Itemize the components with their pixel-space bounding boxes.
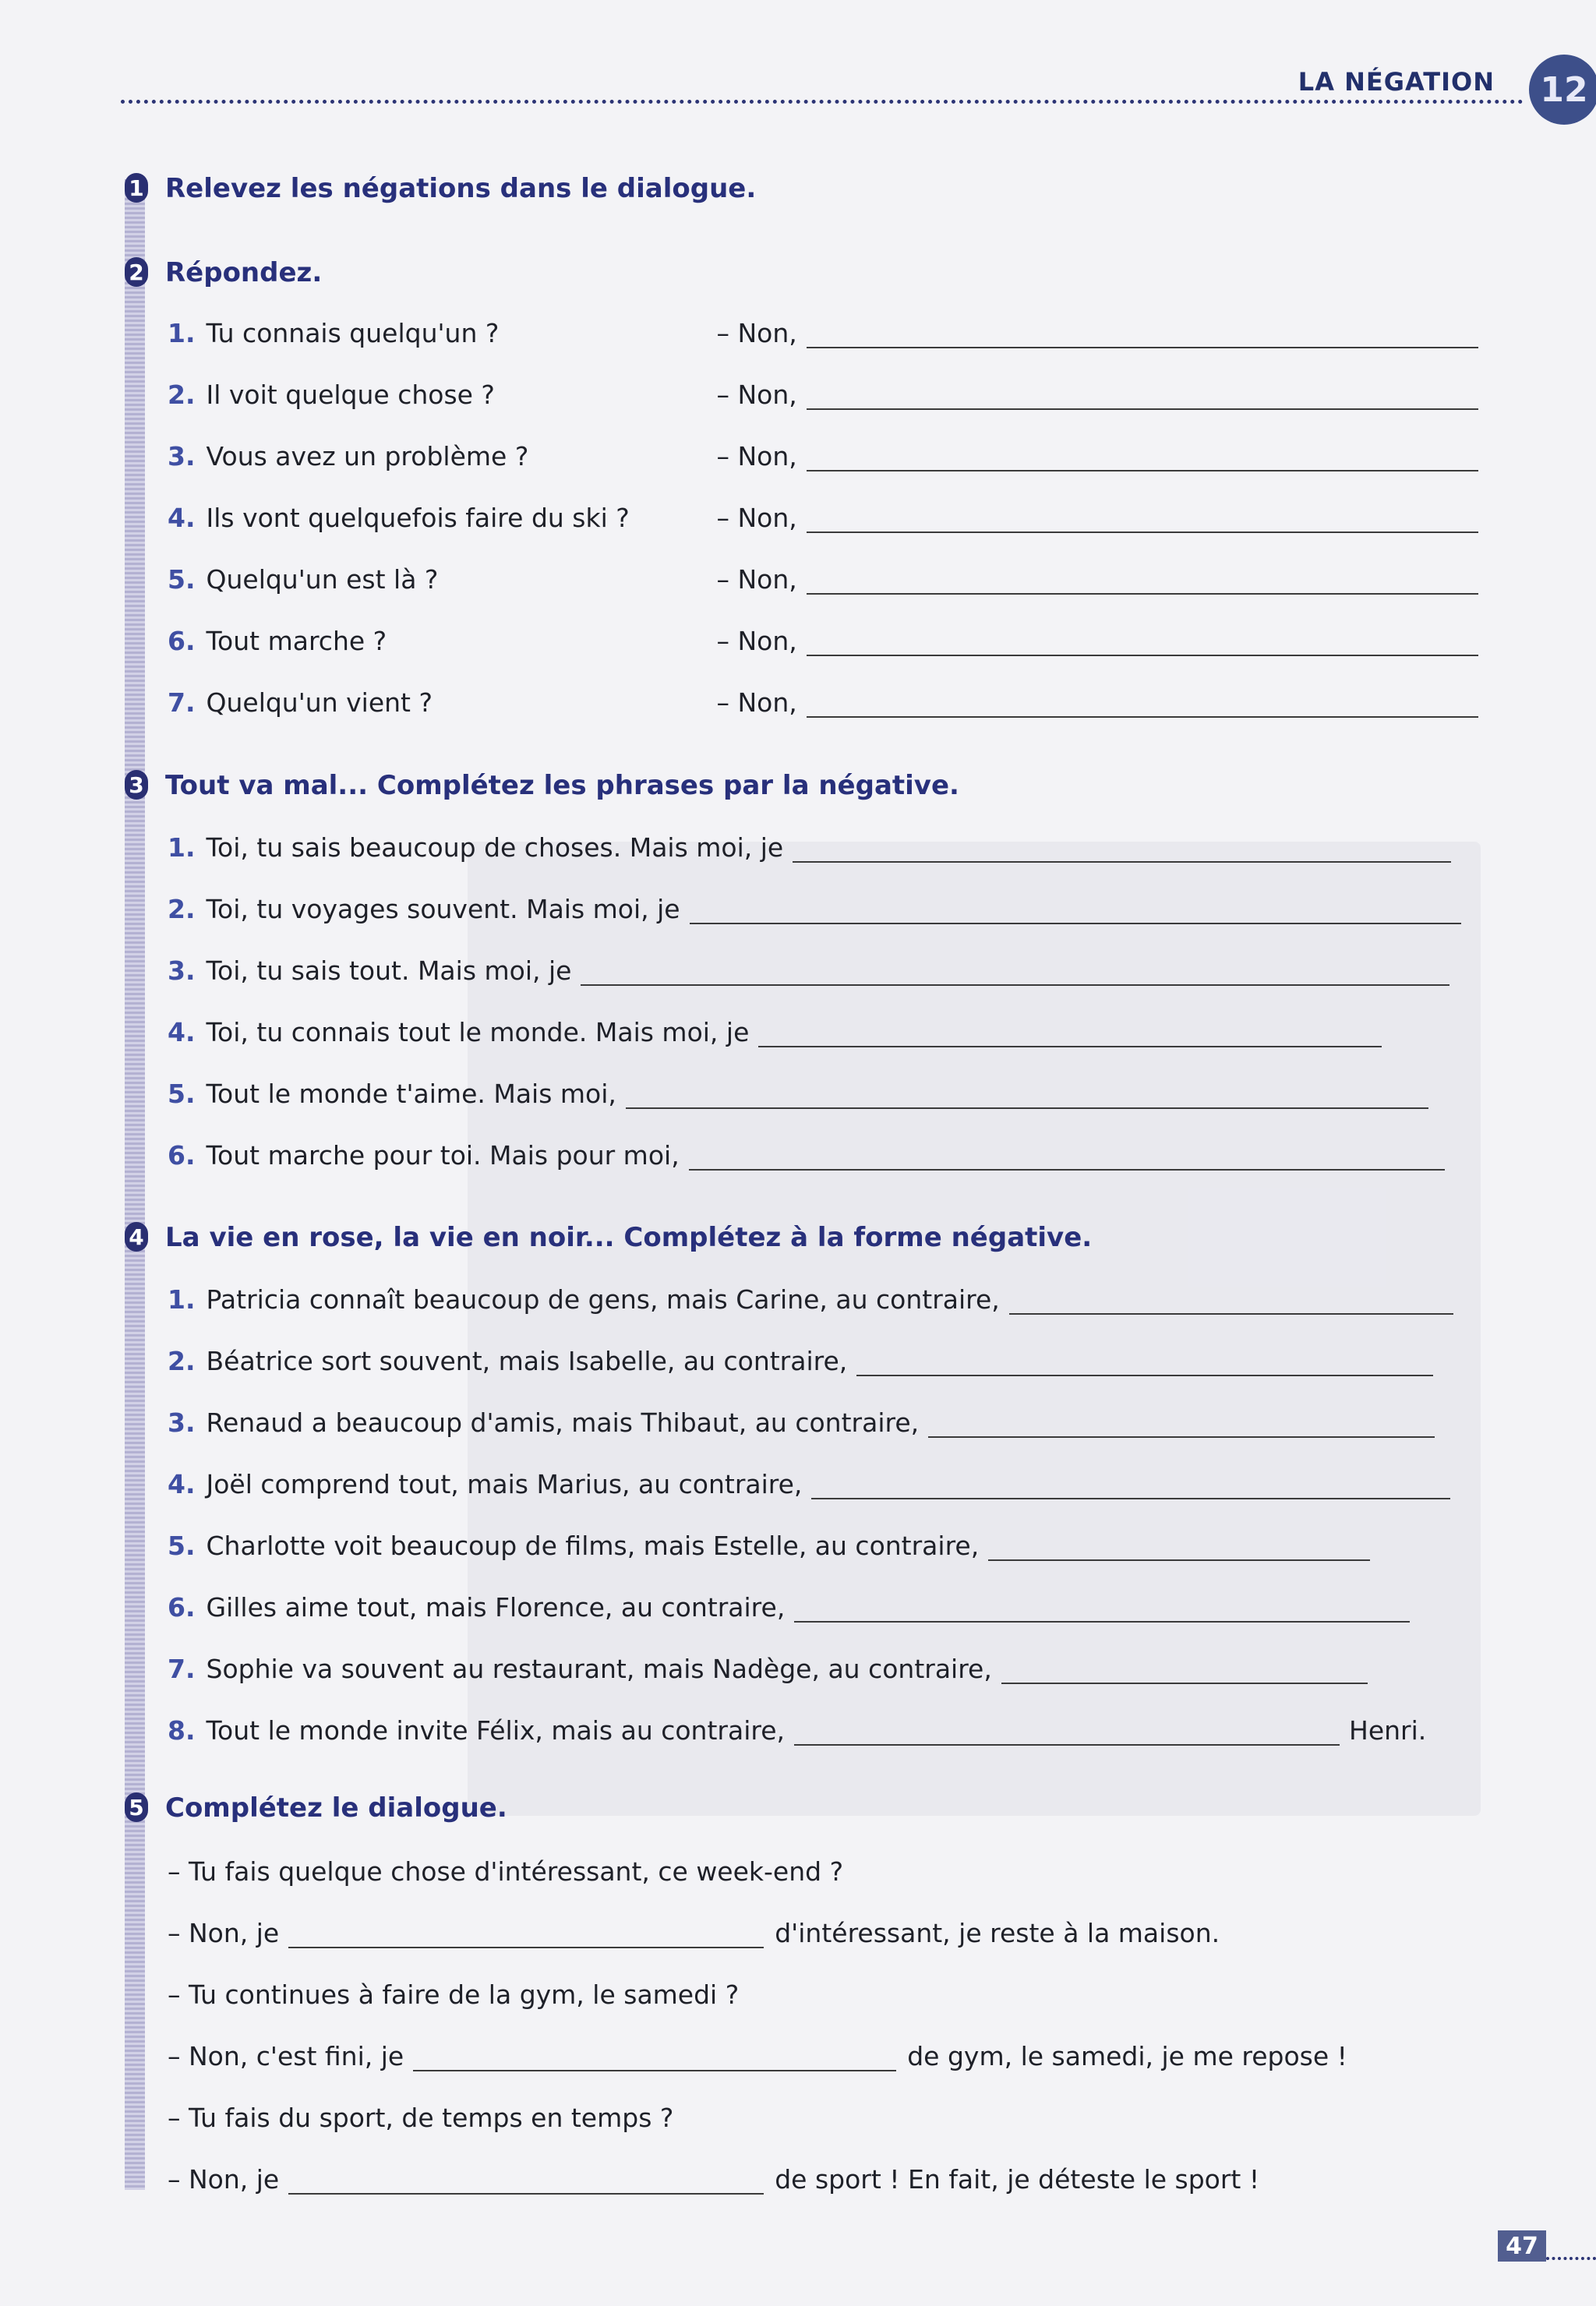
exercise-item [168, 1284, 1453, 1315]
exercise-item [168, 1407, 1435, 1438]
item-number: 6. [168, 626, 196, 656]
answer-blank[interactable] [807, 323, 1478, 348]
item-question: Béatrice sort souvent, mais Isabelle, au contraire, [206, 1346, 848, 1376]
exercise-item [168, 1531, 1370, 1561]
item-number: 3. [168, 1407, 196, 1438]
exercise-item [168, 1017, 1382, 1047]
dialogue-text: – Tu fais quelque chose d'intéressant, ce week-end ? [168, 1856, 844, 1887]
dialogue-line [168, 1918, 1220, 1948]
item-question: Tu connais quelqu'un ? [206, 318, 500, 348]
item-question: Toi, tu sais tout. Mais moi, je [206, 955, 572, 986]
exercise-item [168, 1346, 1433, 1376]
exercise-number: 1 [125, 173, 148, 203]
exercise-item [168, 318, 1478, 348]
answer-prefix: – Non, [716, 318, 797, 348]
dialogue-line [168, 1856, 843, 1887]
item-question: Toi, tu voyages souvent. Mais moi, je [206, 894, 680, 924]
dialogue-line [168, 2041, 1347, 2071]
exercise-title: Complétez le dialogue. [165, 1792, 507, 1824]
answer-blank[interactable] [807, 693, 1478, 718]
item-number: 5. [168, 564, 196, 595]
answer-prefix: – Non, [716, 380, 797, 410]
item-number: 1. [168, 832, 196, 863]
exercise-title: Répondez. [165, 257, 323, 288]
item-number: 6. [168, 1140, 196, 1171]
dialogue-text: – Non, je [168, 1918, 280, 1948]
exercise-item [168, 955, 1449, 986]
exercise-item [168, 1715, 1426, 1746]
answer-blank[interactable] [690, 899, 1461, 924]
exercise-title: Tout va mal... Complétez les phrases par la négative. [165, 770, 959, 801]
item-number: 2. [168, 1346, 196, 1376]
exercise-item [168, 687, 1478, 718]
item-number: 5. [168, 1079, 196, 1109]
dialogue-text: – Non, c'est fini, je [168, 2041, 404, 2071]
item-number: 3. [168, 441, 196, 471]
item-number: 1. [168, 318, 196, 348]
answer-blank[interactable] [758, 1022, 1382, 1047]
answer-blank[interactable] [288, 2170, 764, 2195]
footer-rule [1546, 2257, 1596, 2260]
answer-blank[interactable] [928, 1413, 1435, 1438]
dialogue-text-after: de sport ! En fait, je déteste le sport ! [775, 2164, 1260, 2195]
item-question: Sophie va souvent au restaurant, mais Nadège, au contraire, [206, 1654, 992, 1684]
exercise-item [168, 503, 1478, 533]
item-question: Tout le monde invite Félix, mais au contraire, [206, 1715, 785, 1746]
answer-blank[interactable] [807, 508, 1478, 533]
answer-blank[interactable] [793, 838, 1451, 863]
dialogue-text: – Tu continues à faire de la gym, le samedi ? [168, 1979, 740, 2010]
exercise-number: 3 [125, 770, 148, 800]
item-question: Quelqu'un vient ? [206, 687, 433, 718]
item-question: Quelqu'un est là ? [206, 564, 439, 595]
item-number: 4. [168, 1469, 196, 1499]
item-question: Tout le monde t'aime. Mais moi, [206, 1079, 616, 1109]
answer-prefix: – Non, [716, 687, 797, 718]
answer-blank[interactable] [988, 1536, 1370, 1561]
exercise-item [168, 1654, 1368, 1684]
dialogue-line [168, 1979, 739, 2010]
item-number: 6. [168, 1592, 196, 1623]
answer-blank[interactable] [288, 1923, 764, 1948]
answer-blank[interactable] [807, 385, 1478, 410]
exercise-item [168, 1469, 1450, 1499]
header-rule [121, 100, 1524, 104]
item-question: Gilles aime tout, mais Florence, au contraire, [206, 1592, 786, 1623]
page-number: 47 [1498, 2230, 1546, 2262]
answer-blank[interactable] [807, 447, 1478, 471]
answer-blank[interactable] [807, 631, 1478, 656]
item-question: Toi, tu sais beaucoup de choses. Mais moi, je [206, 832, 784, 863]
answer-blank[interactable] [794, 1721, 1340, 1746]
exercise-number: 2 [125, 257, 148, 287]
dialogue-text: – Non, je [168, 2164, 280, 2195]
item-suffix: Henri. [1349, 1715, 1427, 1746]
answer-prefix: – Non, [716, 441, 797, 471]
answer-blank[interactable] [856, 1351, 1433, 1376]
item-number: 3. [168, 955, 196, 986]
exercise-title: La vie en rose, la vie en noir... Complétez à la forme négative. [165, 1222, 1093, 1253]
item-question: Il voit quelque chose ? [206, 380, 495, 410]
item-question: Toi, tu connais tout le monde. Mais moi, je [206, 1017, 750, 1047]
item-question: Patricia connaît beaucoup de gens, mais Carine, au contraire, [206, 1284, 1000, 1315]
exercise-item [168, 832, 1451, 863]
answer-prefix: – Non, [716, 626, 797, 656]
page-edge-bar [125, 179, 145, 2190]
dialogue-line [168, 2103, 673, 2133]
exercise-item [168, 564, 1478, 595]
exercise-item [168, 626, 1478, 656]
exercise-item [168, 1079, 1428, 1109]
item-number: 2. [168, 894, 196, 924]
item-question: Joël comprend tout, mais Marius, au contraire, [206, 1469, 803, 1499]
answer-blank[interactable] [626, 1084, 1428, 1109]
exercise-item [168, 894, 1461, 924]
item-number: 2. [168, 380, 196, 410]
item-number: 7. [168, 687, 196, 718]
answer-blank[interactable] [1001, 1659, 1368, 1684]
item-number: 4. [168, 1017, 196, 1047]
item-number: 7. [168, 1654, 196, 1684]
item-number: 5. [168, 1531, 196, 1561]
exercise-item [168, 1592, 1410, 1623]
answer-prefix: – Non, [716, 564, 797, 595]
answer-blank[interactable] [807, 570, 1478, 595]
dialogue-line [168, 2164, 1259, 2195]
dialogue-text-after: d'intéressant, je reste à la maison. [775, 1918, 1220, 1948]
answer-blank[interactable] [1009, 1290, 1453, 1315]
item-question: Tout marche pour toi. Mais pour moi, [206, 1140, 680, 1171]
exercise-title: Relevez les négations dans le dialogue. [165, 173, 757, 204]
item-question: Ils vont quelquefois faire du ski ? [206, 503, 630, 533]
chapter-title: LA NÉGATION [1298, 67, 1495, 97]
answer-blank[interactable] [689, 1146, 1445, 1171]
item-number: 4. [168, 503, 196, 533]
exercise-number: 4 [125, 1222, 148, 1252]
exercise-item [168, 380, 1478, 410]
exercise-item [168, 441, 1478, 471]
answer-blank[interactable] [811, 1474, 1450, 1499]
chapter-number-badge: 12 [1529, 55, 1596, 125]
dialogue-text-after: de gym, le samedi, je me repose ! [907, 2041, 1347, 2071]
answer-blank[interactable] [413, 2046, 896, 2071]
answer-prefix: – Non, [716, 503, 797, 533]
dialogue-text: – Tu fais du sport, de temps en temps ? [168, 2103, 674, 2133]
item-number: 1. [168, 1284, 196, 1315]
exercise-item [168, 1140, 1445, 1171]
exercise-number: 5 [125, 1792, 148, 1822]
answer-blank[interactable] [581, 961, 1449, 986]
item-question: Renaud a beaucoup d'amis, mais Thibaut, au contraire, [206, 1407, 920, 1438]
item-question: Charlotte voit beaucoup de films, mais Estelle, au contraire, [206, 1531, 980, 1561]
item-question: Vous avez un problème ? [206, 441, 529, 471]
item-question: Tout marche ? [206, 626, 387, 656]
item-number: 8. [168, 1715, 196, 1746]
answer-blank[interactable] [794, 1598, 1410, 1623]
